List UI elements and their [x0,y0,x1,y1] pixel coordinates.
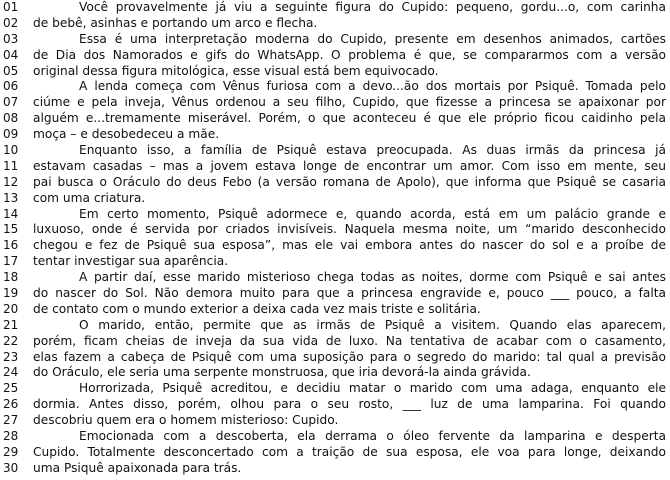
line-text: chegou e fez de Psiquê sua esposa”, mas ele vai embora antes do nascer do sol e a proíbe de [33,238,666,253]
text-line [0,175,670,191]
text-line [0,413,670,429]
line-text: elas fazem a cabeça de Psiquê com uma suposição para o segredo do marido: tal qual a previsão [33,349,666,364]
line-number: 16 [3,238,19,253]
line-number: 09 [3,127,19,142]
line-number: 01 [3,0,19,14]
line-text: dormia. Antes disso, porém, olhou para o seu rosto, ___ luz de uma lamparina. Foi quando [33,397,666,412]
line-text: Emocionada com a descoberta, ela derrama o óleo fervente da lamparina e desperta [79,429,666,444]
text-line [0,318,670,334]
line-number: 10 [3,143,19,158]
line-number: 03 [3,31,19,46]
line-text: moça – e desobedeceu a mãe. [33,127,220,142]
line-number: 06 [3,79,19,94]
line-text: Você provavelmente já viu a seguinte figura do Cupido: pequeno, gordu...o, com carinha [79,0,666,14]
line-text: Cupido. Totalmente desconcertado com a traição de sua esposa, ele voa para longe, deixando [33,444,666,459]
text-line [0,32,670,48]
text-line [0,159,670,175]
text-line [0,95,670,111]
line-number: 30 [3,460,19,475]
line-number: 29 [3,444,19,459]
line-text: tentar investigar sua aparência. [33,254,229,269]
line-text: O marido, então, permite que as irmãs de Psiquê a visitem. Quando elas aparecem, [79,317,666,332]
text-line [0,429,670,445]
line-text: descobriu quem era o homem misterioso: Cupido. [33,413,339,428]
text-line [0,445,670,461]
text-line [0,365,670,381]
line-text: de contato com o mundo exterior a deixa cada vez mais triste e solitária. [33,301,481,316]
line-number: 21 [3,317,19,332]
text-line [0,222,670,238]
line-number: 27 [3,413,19,428]
line-number: 07 [3,95,19,110]
text-line [0,16,670,32]
line-text: Em certo momento, Psiquê adormece e, quando acorda, está em um palácio grande e [79,206,666,221]
line-text: A partir daí, esse marido misterioso chega todas as noites, dorme com Psiquê e sai antes [79,270,666,285]
line-number: 19 [3,286,19,301]
line-text: de bebê, asinhas e portando um arco e flecha. [33,15,318,30]
text-line [0,127,670,143]
line-number: 17 [3,254,19,269]
text-line [0,48,670,64]
line-text: A lenda começa com Vênus furiosa com a devo...ão dos mortais por Psiquê. Tomada pelo [79,79,666,94]
line-number: 23 [3,349,19,364]
text-line [0,238,670,254]
line-text: Horrorizada, Psiquê acreditou, e decidiu matar o marido com uma adaga, enquanto ele [79,381,666,396]
line-text: uma Psiquê apaixonada para trás. [33,460,242,475]
text-line [0,302,670,318]
line-text: original dessa figura mitológica, esse visual está bem equivocado. [33,63,439,78]
text-line [0,254,670,270]
line-text: ciúme e pela inveja, Vênus ordenou a seu filho, Cupido, que fizesse a princesa se apaixonar por [33,95,666,110]
line-text: alguém e...tremamente miserável. Porém, o que aconteceu é que ele próprio ficou caidinho pela [33,111,666,126]
text-line [0,143,670,159]
line-number: 04 [3,47,19,62]
line-number: 22 [3,333,19,348]
line-number: 14 [3,206,19,221]
text-line [0,397,670,413]
text-line [0,350,670,366]
line-text: estavam casadas – mas a jovem estava longe de encontrar um amor. Com isso em mente, seu [33,158,666,173]
line-number: 12 [3,174,19,189]
text-line [0,111,670,127]
line-number: 18 [3,270,19,285]
line-text: pai busca o Oráculo do deus Febo (a versão romana de Apolo), que informa que Psiquê se casaria [33,174,666,189]
line-number: 26 [3,397,19,412]
text-line [0,0,670,16]
text-line [0,191,670,207]
line-text: de Dia dos Namorados e gifs do WhatsApp. O problema é que, se compararmos com a versão [33,47,666,62]
text-line [0,207,670,223]
line-text: Essa é uma interpretação moderna do Cupido, presente em desenhos animados, cartões [79,31,666,46]
line-number: 13 [3,190,19,205]
text-line [0,334,670,350]
line-number: 08 [3,111,19,126]
line-number: 15 [3,222,19,237]
line-number: 28 [3,429,19,444]
line-text: do nascer do Sol. Não demora muito para que a princesa engravide e, pouco ___ pouco, a falta [33,286,666,301]
line-text: luxuoso, onde é servida por criados invisíveis. Naquela mesma noite, um “marido desconhecido [33,222,666,237]
line-number: 02 [3,15,19,30]
text-line [0,270,670,286]
line-text: porém, ficam cheias de inveja da sua vida de luxo. Na tentativa de acabar com o casamento, [33,333,666,348]
text-line [0,461,670,477]
text-line [0,381,670,397]
line-text: com uma criatura. [33,190,146,205]
line-number: 25 [3,381,19,396]
line-number: 05 [3,63,19,78]
line-text: Enquanto isso, a família de Psiquê estava preocupada. As duas irmãs da princesa já [79,143,666,158]
line-number: 11 [3,158,19,173]
text-line [0,286,670,302]
text-line [0,79,670,95]
text-line [0,64,670,80]
line-number: 20 [3,301,19,316]
line-text: do Oráculo, ele seria uma serpente monstruosa, que iria devorá-la ainda grávida. [33,365,531,380]
line-number: 24 [3,365,19,380]
